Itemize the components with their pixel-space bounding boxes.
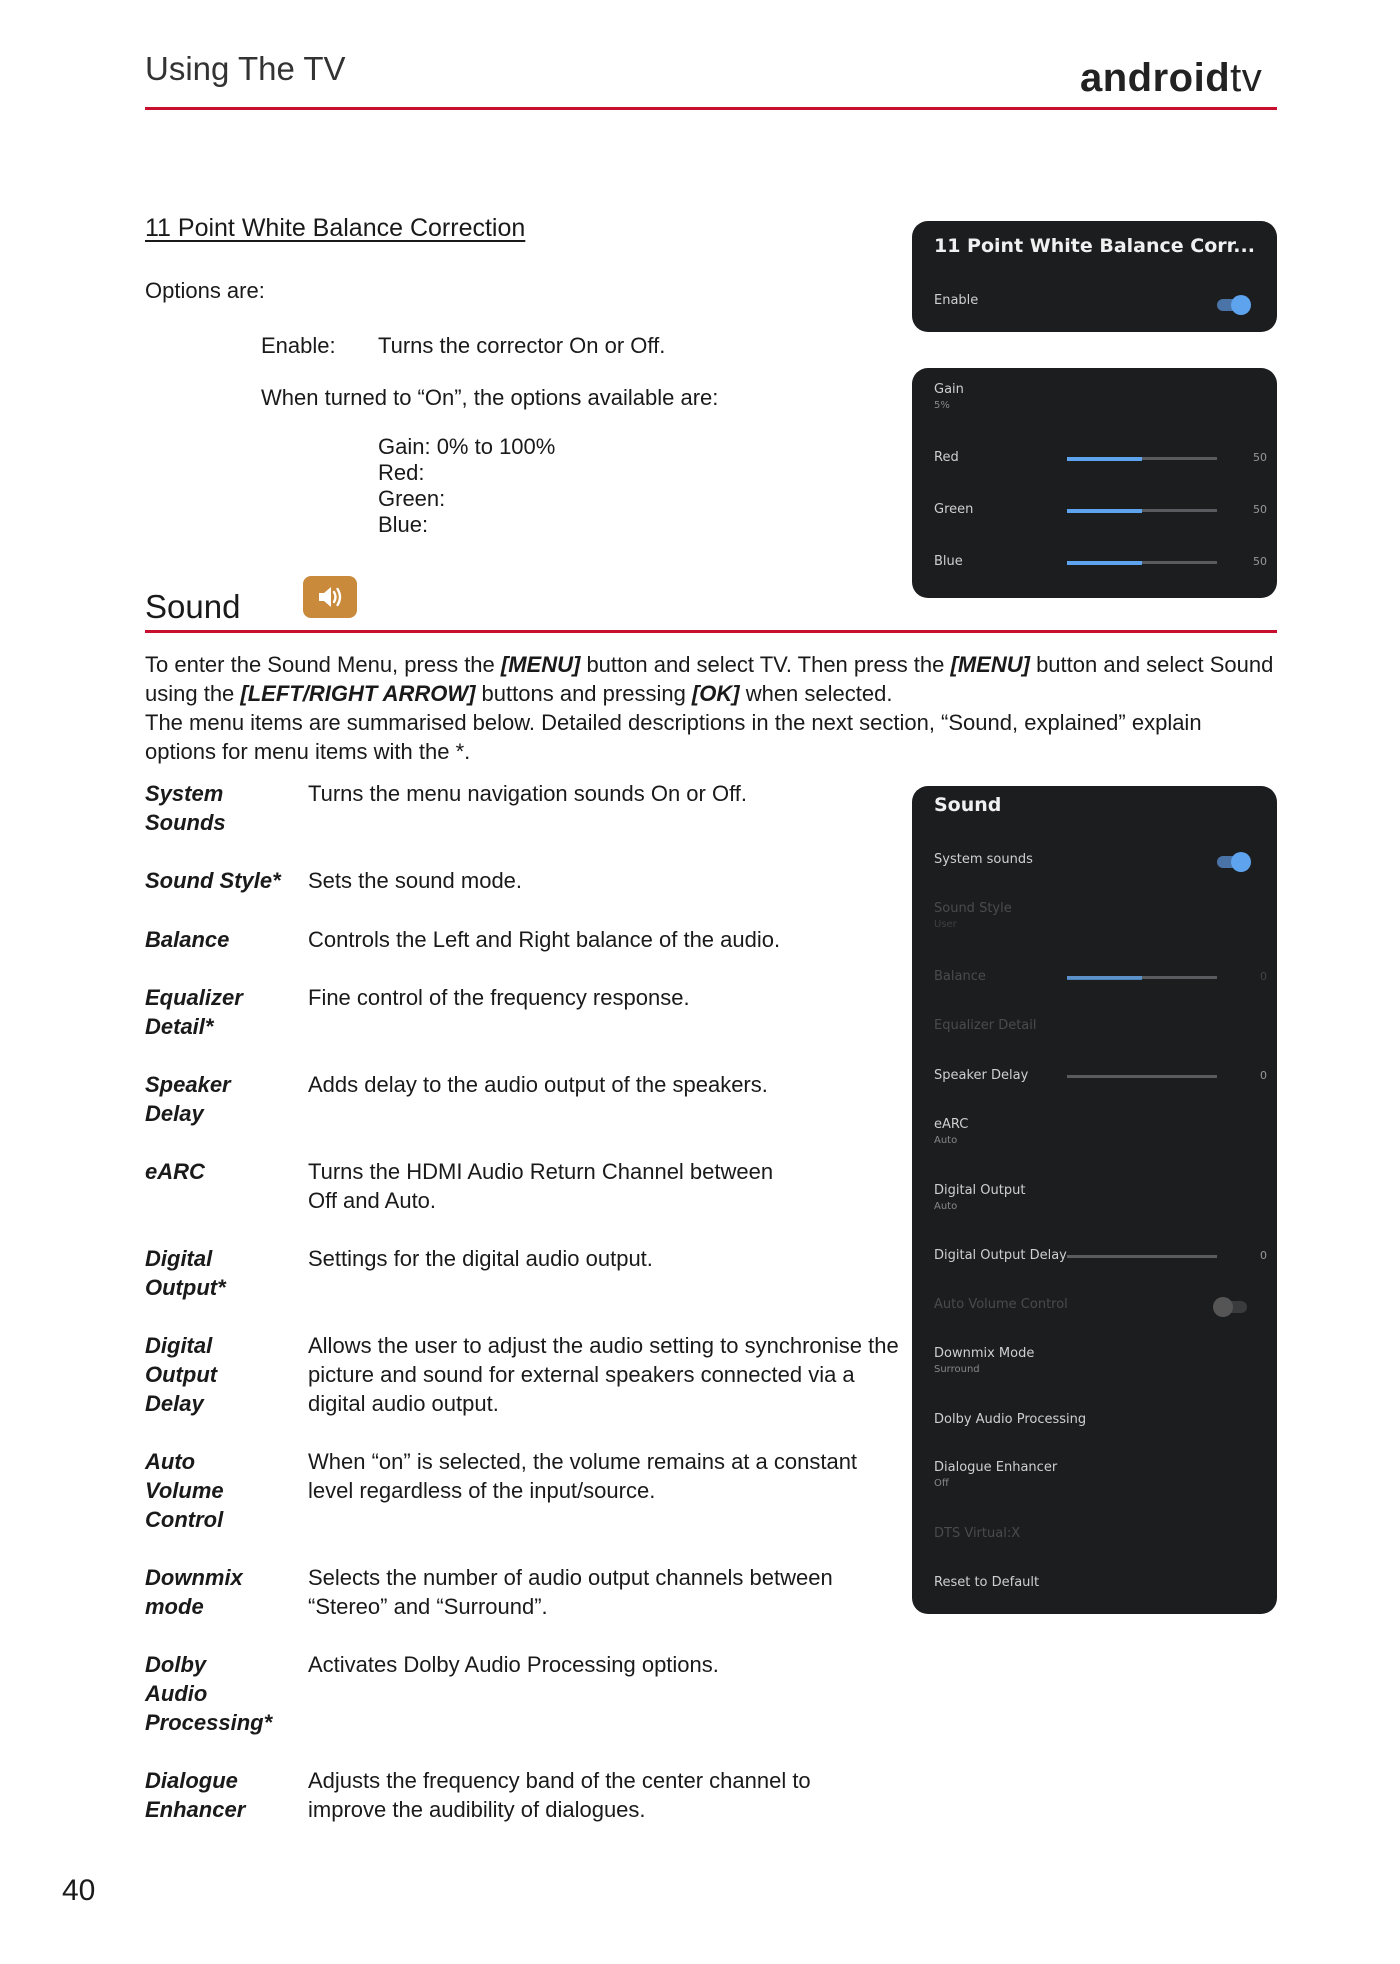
sound-heading: Sound [145,588,241,625]
slider-fill [1067,457,1142,461]
row-label: Dialogue Enhancer [934,1460,1058,1475]
term-speaker-delay: Speaker Delay [145,1072,231,1126]
term-dolby-audio-processing: Dolby Audio Processing* [145,1652,273,1735]
term-earc: eARC [145,1159,205,1184]
desc-sound-style: Sets the sound mode. [308,868,523,893]
row-label: Dolby Audio Processing [934,1412,1087,1427]
sound-intro-p2: The menu items are summarised below. Detailed descriptions in the next section, “Sound, explained” explain options for menu items with the *. [145,710,1202,764]
wb-red-label: Red [934,450,959,465]
wb-option-gain: Gain: 0% to 100% [378,434,556,459]
wb-green-slider[interactable] [1067,509,1217,512]
term-dialogue-enhancer: Dialogue Enhancer [145,1768,246,1822]
wb-panel-title: 11 Point White Balance Corr... [934,235,1255,257]
wb-enable-term: Enable: [261,333,336,358]
desc-earc: Turns the HDMI Audio Return Channel between Off and Auto. [308,1159,774,1213]
wb-blue-slider[interactable] [1067,561,1217,564]
row-downmix-mode[interactable] [934,1346,1255,1375]
toggle-knob [1213,1297,1233,1317]
row-auto-volume-control [934,1297,1255,1312]
androidtv-logo: androidtv [1080,56,1263,100]
row-reset-to-default[interactable] [934,1575,1255,1590]
row-sub: Off [934,1478,949,1489]
balance-slider [1067,976,1217,979]
wb-enable-toggle[interactable] [1217,299,1247,311]
desc-digital-output-delay: Allows the user to adjust the audio setting to synchronise the picture and sound for external speakers connected via a digital audio output. [308,1333,899,1416]
slider-fill [1067,509,1142,513]
row-equalizer-detail [934,1018,1255,1033]
desc-dolby-audio-processing: Activates Dolby Audio Processing options. [308,1652,719,1677]
desc-system-sounds: Turns the menu navigation sounds On or Off. [308,781,748,806]
desc-dialogue-enhancer: Adjusts the frequency band of the center channel to improve the audibility of dialogues. [308,1768,811,1822]
wb-option-red: Red: [378,460,425,485]
sound-divider [145,630,1277,633]
row-label: eARC [934,1117,969,1132]
slider-fill [1067,976,1142,980]
row-sub: Auto [934,1201,958,1212]
row-label: Downmix Mode [934,1346,1035,1361]
desc-downmix-mode: Selects the number of audio output channels between “Stereo” and “Surround”. [308,1565,833,1619]
wb-enable-label: Enable [934,293,979,308]
wb-gain-row[interactable] [934,382,1255,411]
wb-options-list [378,434,555,538]
row-sound-style [934,901,1255,930]
row-sub: Auto [934,1135,958,1146]
wb-green-value: 50 [1253,503,1267,516]
wb-green-label: Green [934,502,974,517]
page-number: 40 [62,1874,96,1907]
wb-panel-header [912,221,1277,332]
sound-panel [912,786,1277,1614]
desc-balance: Controls the Left and Right balance of the audio. [308,927,781,952]
wb-blue-value: 50 [1253,555,1267,568]
wb-gain-label: Gain [934,382,964,397]
row-dolby-audio-processing[interactable] [934,1412,1255,1427]
row-label: Speaker Delay [934,1068,1029,1083]
term-system-sounds: System Sounds [145,781,226,835]
speaker-delay-slider[interactable] [1067,1075,1217,1078]
wb-panel-sliders [912,368,1277,598]
desc-speaker-delay: Adds delay to the audio output of the speakers. [308,1072,768,1097]
term-balance: Balance [145,927,230,952]
toggle-knob [1231,295,1251,315]
row-label: Digital Output [934,1183,1026,1198]
term-digital-output-delay: Digital Output Delay [145,1333,218,1416]
desc-equalizer-detail: Fine control of the frequency response. [308,985,690,1010]
page-header-title: Using The TV [145,50,346,87]
row-digital-output[interactable] [934,1183,1255,1212]
row-label: DTS Virtual:X [934,1526,1021,1541]
wb-section-title: 11 Point White Balance Correction [145,214,526,242]
term-downmix-mode: Downmix mode [145,1565,243,1619]
row-label: System sounds [934,852,1033,867]
wb-red-slider[interactable] [1067,457,1217,460]
speaker-icon [303,576,357,618]
wb-enable-desc: Turns the corrector On or Off. [378,333,666,358]
desc-digital-output: Settings for the digital audio output. [308,1246,653,1271]
row-dts-virtual-x [934,1526,1255,1541]
wb-enable-row[interactable] [934,293,1255,308]
wb-red-value: 50 [1253,451,1267,464]
row-label: Equalizer Detail [934,1018,1037,1033]
row-label: Auto Volume Control [934,1297,1068,1312]
sound-panel-title: Sound [934,794,1002,816]
row-earc[interactable] [934,1117,1255,1146]
row-sub: User [934,919,957,930]
wb-when-on: When turned to “On”, the options available are: [261,385,719,410]
auto-volume-toggle [1217,1301,1247,1313]
row-dialogue-enhancer[interactable] [934,1460,1255,1489]
desc-auto-volume-control: When “on” is selected, the volume remains at a constant level regardless of the input/source. [308,1449,858,1503]
row-label: Reset to Default [934,1575,1040,1590]
wb-gain-value: 5% [934,400,950,411]
wb-option-green: Green: [378,486,446,511]
term-sound-style: Sound Style* [145,868,281,893]
header-divider [145,107,1277,110]
slider-fill [1067,561,1142,565]
term-digital-output: Digital Output* [145,1246,226,1300]
term-auto-volume-control: Auto Volume Control [145,1449,224,1532]
row-label: Sound Style [934,901,1012,916]
speaker-delay-value: 0 [1260,1069,1267,1082]
balance-value: 0 [1260,970,1267,983]
toggle-knob [1231,852,1251,872]
digital-output-delay-value: 0 [1260,1249,1267,1262]
row-sub: Surround [934,1364,980,1375]
sound-intro: To enter the Sound Menu, press the [MENU] button and select TV. Then press the [MENU] button and select Sound using the [LEFT/RIGHT ARROW] buttons and pressing [OK] when selected. The menu items are summarised below. Detailed descriptions in the next section, “Sound, explained” explain options for menu items with the *. [145,652,1274,764]
wb-option-blue: Blue: [378,512,429,537]
term-equalizer-detail: Equalizer Detail* [145,985,243,1039]
row-label: Digital Output Delay [934,1248,1067,1263]
digital-output-delay-slider[interactable] [1067,1255,1217,1258]
wb-blue-label: Blue [934,554,963,569]
system-sounds-toggle[interactable] [1217,856,1247,868]
wb-options-label: Options are: [145,278,265,303]
row-label: Balance [934,969,986,984]
row-system-sounds[interactable] [934,852,1255,867]
